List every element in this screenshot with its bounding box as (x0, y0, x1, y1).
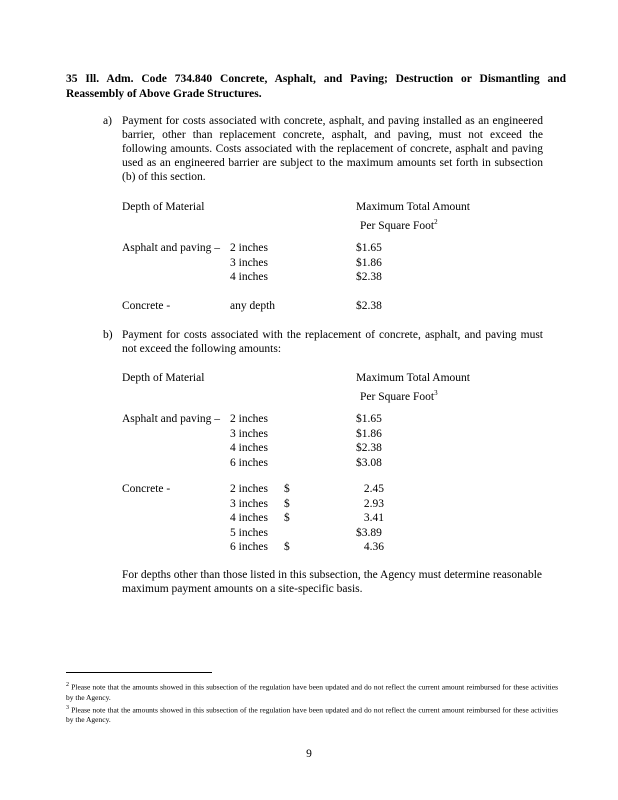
table-b-amount-header-2: Per Square Foot$^3$ (360, 388, 438, 403)
table-row: 5 inches $3.89 (230, 526, 382, 539)
table-row: 3 inches $ 2.93 (230, 497, 384, 510)
table-row: 4 inches $ 3.41 (230, 512, 384, 524)
subsection-a (103, 114, 543, 184)
table-row: 4 inches $2.38 (230, 271, 382, 283)
table-b-header-row (122, 371, 542, 386)
table-b-depth-header: Depth of Material (122, 372, 205, 384)
table-a-header-row (122, 200, 542, 215)
footnote-ref-2: 2 (434, 217, 438, 226)
subsection-a-marker: a) (103, 115, 112, 127)
closing-paragraph: For depths other than those listed in this subsection, the Agency must determine reasonable maximum payment amounts on a site-specific basis. (122, 569, 542, 595)
table-row: 3 inches $1.86 (230, 256, 382, 269)
subsection-b-text: Payment for costs associated with the replacement of concrete, asphalt, and paving must not exceed the following amounts: (122, 329, 543, 355)
section-heading: 35 Ill. Adm. Code 734.840 Concrete, Asphalt, and Paving; Destruction or Dismantling and Reassembly of Above Grade Structures. (66, 73, 566, 100)
table-b-header-row-2 (122, 386, 542, 401)
table-a-header-row-2 (122, 215, 542, 230)
subsection-b (103, 328, 543, 356)
footnote-divider (66, 672, 212, 673)
table-row: 3 inches $1.86 (230, 427, 382, 440)
table-row: 4 inches $2.38 (230, 442, 382, 454)
table-row: 6 inches $ 4.36 (230, 541, 384, 553)
table-b-amount-header: Maximum Total Amount (356, 372, 470, 384)
footnote-2: $^2$ Please note that the amounts showed in this subsection of the regulation have been updated and do not reflect the current amount reimbursed for these activities by the Agency. (66, 682, 558, 702)
table-row: Asphalt and paving – 2 inches $1.65 (122, 242, 382, 254)
subsection-a-text: Payment for costs associated with concrete, asphalt, and paving installed as an engineered barrier, other than replacement concrete, asphalt, and paving, must not exceed the following amounts. Costs associated with the replacement of concrete, asphalt and paving used as an engineered barrier are subject to the maximum amounts set forth in subsection (b) of this section. (122, 115, 543, 183)
table-row: Concrete - any depth $2.38 (122, 299, 382, 312)
footnote-ref-3: 3 (434, 388, 438, 397)
table-b (122, 371, 542, 555)
table-a-depth-header: Depth of Material (122, 201, 205, 213)
table-row: Asphalt and paving – 2 inches $1.65 (122, 413, 382, 425)
page-number: 9 (306, 748, 312, 760)
table-a-amount-header-2: Per Square Foot$^2$ (360, 217, 438, 232)
table-a-amount-header: Maximum Total Amount (356, 201, 470, 213)
footnotes (66, 680, 558, 725)
footnote-3: $^3$ Please note that the amounts showed in this subsection of the regulation have been updated and do not reflect the current amount reimbursed for these activities by the Agency. (66, 704, 558, 724)
subsection-b-marker: b) (103, 329, 113, 341)
table-row: 6 inches $3.08 (230, 456, 382, 469)
table-a (122, 200, 542, 313)
table-row: Concrete - 2 inches $ 2.45 (122, 483, 384, 495)
